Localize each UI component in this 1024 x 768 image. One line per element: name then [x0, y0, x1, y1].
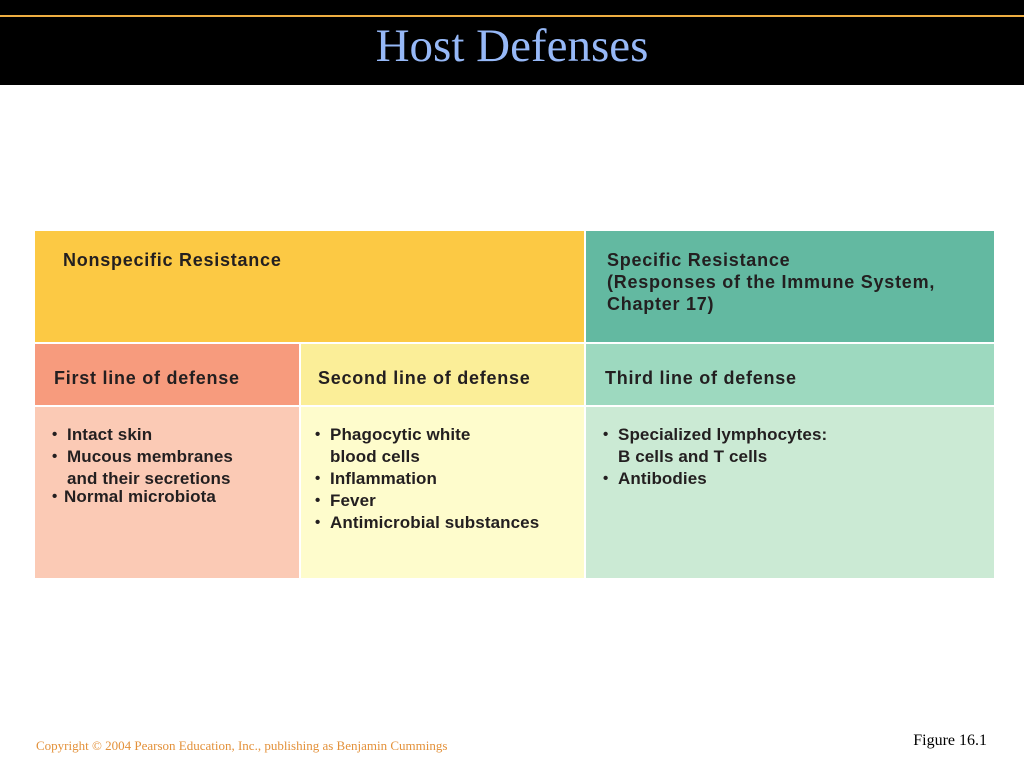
list-item-inflammation: • Inflammation	[315, 468, 584, 490]
third-line-body	[586, 407, 994, 578]
list-item-mucous-membranes: • Mucous membranes and their secretions	[52, 446, 299, 490]
first-line-body	[35, 407, 299, 578]
first-line-heading: First line of defense	[54, 368, 240, 388]
third-line-list	[603, 424, 994, 490]
host-defenses-table	[35, 231, 994, 578]
specific-resistance-subheading: (Responses of the Immune System, Chapter 17)	[607, 272, 936, 314]
list-item-lymphocytes: • Specialized lymphocytes: B cells and T cells	[603, 424, 994, 468]
third-line-heading: Third line of defense	[605, 368, 797, 388]
list-item-phagocytic-cells: • Phagocytic white blood cells	[315, 424, 584, 468]
slide-title: Host Defenses	[375, 20, 649, 72]
list-item-normal-microbiota: • Normal microbiota	[52, 486, 299, 508]
title-bar	[0, 0, 1024, 85]
list-item-fever: • Fever	[315, 490, 584, 512]
first-line-header	[35, 344, 299, 405]
figure-label: Figure 16.1	[913, 732, 987, 749]
list-item-antibodies: • Antibodies	[603, 468, 994, 490]
second-line-list	[315, 424, 584, 534]
first-line-list	[52, 424, 299, 508]
specific-resistance-header	[586, 231, 994, 342]
second-line-header	[301, 344, 584, 405]
nonspecific-resistance-heading: Nonspecific Resistance	[63, 250, 282, 270]
specific-resistance-heading: Specific Resistance	[607, 250, 791, 270]
list-item-intact-skin: • Intact skin	[52, 424, 299, 446]
copyright-footer: Copyright © 2004 Pearson Education, Inc., publishing as Benjamin Cummings	[36, 738, 448, 753]
third-line-header	[586, 344, 994, 405]
nonspecific-resistance-header	[35, 231, 584, 342]
second-line-body	[301, 407, 584, 578]
title-accent-line	[0, 15, 1024, 17]
second-line-heading: Second line of defense	[318, 368, 531, 388]
list-item-antimicrobial-substances: • Antimicrobial substances	[315, 512, 584, 534]
